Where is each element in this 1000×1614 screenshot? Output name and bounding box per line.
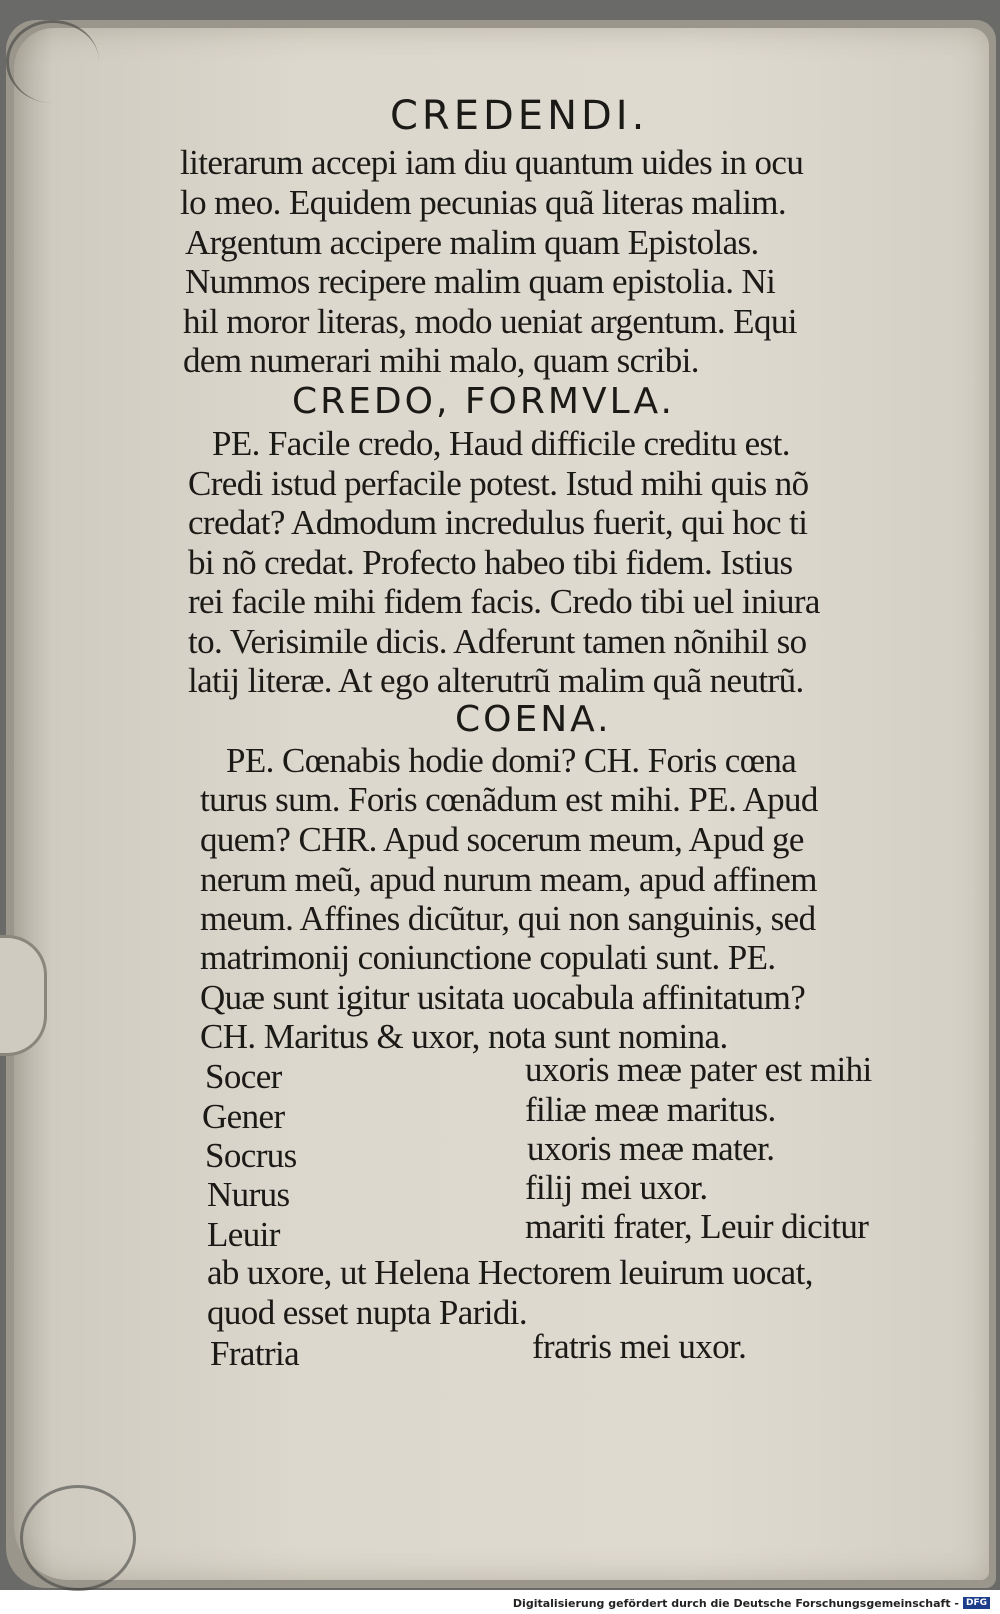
term-definition: fratris mei uxor. [532,1327,747,1366]
text-line: turus sum. Foris cœnãdum est mihi. PE. Apud [200,780,818,819]
text-line: to. Verisimile dicis. Adferunt tamen nõnihil so [188,622,807,661]
term-definition: filij mei uxor. [525,1168,708,1207]
text-line: meum. Affines dicũtur, qui non sanguinis, sed [200,899,816,938]
text-line: credat? Admodum incredulus fuerit, qui hoc ti [188,503,808,542]
text-line: CH. Maritus & uxor, nota sunt nomina. [200,1017,728,1056]
term: Socer [205,1057,282,1096]
corner-fold-bottom [20,1485,136,1591]
term-definition: mariti frater, Leuir dicitur [525,1207,869,1246]
term-definition: filiæ meæ maritus. [525,1090,776,1129]
term: Fratria [210,1334,300,1373]
text-line: rei facile mihi fidem facis. Credo tibi uel iniura [188,582,820,621]
section-heading: CREDO, FORMVLA. [292,381,675,422]
text-line: nerum meũ, apud nurum meam, apud affinem [200,860,817,899]
term: Nurus [207,1175,290,1214]
term-definition: uxoris meæ pater est mihi [525,1050,872,1089]
text-line: quem? CHR. Apud socerum meum, Apud ge [200,820,804,859]
term-definition: uxoris meæ mater. [527,1129,775,1168]
corner-fold-top [6,20,99,103]
page-tab [0,935,47,1056]
term: Gener [202,1097,285,1136]
digitization-footer [513,1593,990,1613]
term: Leuir [207,1215,280,1254]
running-header: CREDENDI. [390,93,649,139]
text-line: bi nõ credat. Profecto habeo tibi fidem. Istius [188,543,793,582]
text-line: PE. Facile credo, Haud difficile creditu est. [212,424,790,463]
text-line: Credi istud perfacile potest. Istud mihi quis nõ [188,464,809,503]
text-line: Quæ sunt igitur usitata uocabula affinitatum? [200,978,806,1017]
text-line: matrimonij coniunctione copulati sunt. PE. [200,938,776,977]
text-line: hil moror literas, modo ueniat argentum. Equi [183,302,797,341]
term: Socrus [205,1136,297,1175]
text-line: latij literæ. At ego alterutrũ malim quã neutrũ. [188,661,804,700]
text-line: ab uxore, ut Helena Hectorem leuirum uocat, [207,1253,813,1292]
text-line: lo meo. Equidem pecunias quã literas malim. [180,183,786,222]
text-line: Argentum accipere malim quam Epistolas. [185,223,759,262]
section-heading: COENA. [455,699,612,740]
text-line: PE. Cœnabis hodie domi? CH. Foris cœna [226,741,797,780]
text-line: Nummos recipere malim quam epistolia. Ni [185,262,776,301]
text-line: literarum accepi iam diu quantum uides in ocu [180,143,804,182]
dfg-logo-icon: DFG [963,1597,990,1609]
footer-text: Digitalisierung gefördert durch die Deutsche Forschungsgemeinschaft - [512,1596,959,1610]
text-line: dem numerari mihi malo, quam scribi. [183,341,699,380]
text-line: quod esset nupta Paridi. [207,1293,527,1332]
